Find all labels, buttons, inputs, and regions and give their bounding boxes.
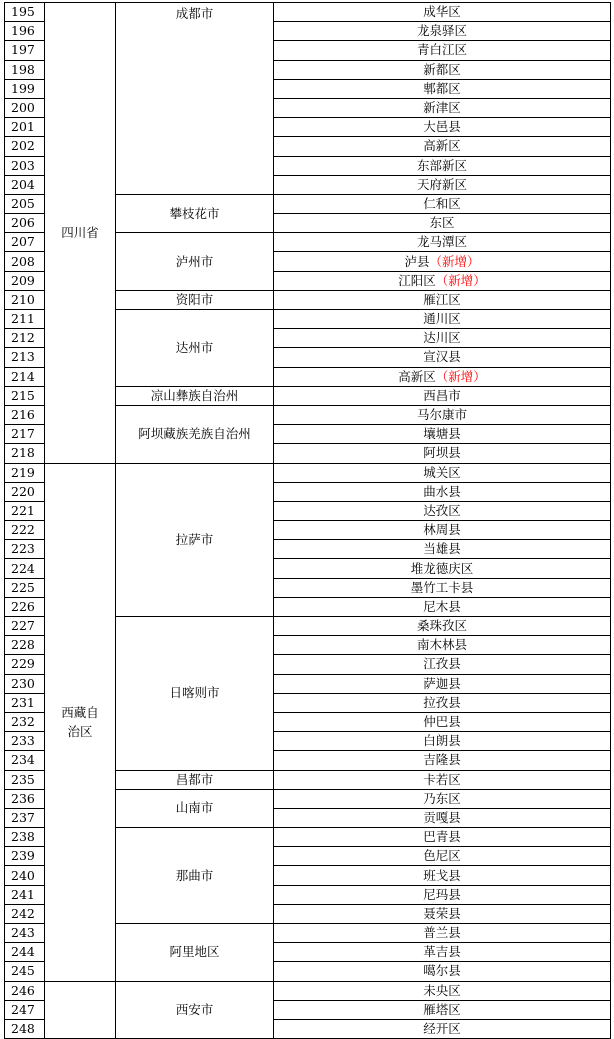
city-name: 凉山彝族自治州 [116, 386, 274, 405]
row-number: 208 [5, 252, 45, 271]
district-cell [274, 118, 611, 137]
row-number: 245 [5, 962, 45, 981]
district-name: 雁江区 [423, 291, 461, 307]
city-name: 西安市 [116, 981, 274, 1039]
row-number: 203 [5, 156, 45, 175]
row-number: 243 [5, 924, 45, 943]
city-name: 那曲市 [116, 828, 274, 924]
region-table-body [5, 3, 611, 1039]
district-name: 马尔康市 [416, 407, 467, 423]
row-number: 228 [5, 636, 45, 655]
province-cell [45, 3, 116, 464]
city-name: 泸州市 [116, 233, 274, 291]
district-name: 班戈县 [423, 867, 461, 883]
district-name: 仁和区 [423, 195, 461, 211]
district-cell [274, 693, 611, 712]
district-cell [274, 79, 611, 98]
district-cell [274, 1000, 611, 1019]
row-number: 214 [5, 367, 45, 386]
district-cell [274, 981, 611, 1000]
row-number: 233 [5, 732, 45, 751]
district-name: 江孜县 [423, 656, 461, 672]
city-name: 山南市 [116, 789, 274, 827]
district-name: 卡若区 [423, 771, 461, 787]
region-table [4, 2, 611, 1039]
row-number: 205 [5, 194, 45, 213]
row-number: 220 [5, 482, 45, 501]
city-name: 攀枝花市 [116, 194, 274, 232]
district-name: 曲水县 [423, 483, 461, 499]
row-number: 247 [5, 1000, 45, 1019]
district-name: 通川区 [423, 311, 461, 327]
district-cell [274, 501, 611, 520]
district-cell [274, 444, 611, 463]
district-cell [274, 521, 611, 540]
district-cell [274, 1019, 611, 1038]
district-name: 东区 [429, 215, 455, 231]
district-cell [274, 271, 611, 290]
district-name: 普兰县 [423, 925, 461, 941]
city-name: 日喀则市 [116, 617, 274, 771]
district-name: 南木林县 [416, 637, 467, 653]
district-cell [274, 386, 611, 405]
row-number: 197 [5, 41, 45, 60]
district-cell [274, 540, 611, 559]
row-number: 225 [5, 578, 45, 597]
district-cell [274, 655, 611, 674]
district-cell [274, 290, 611, 309]
district-name: 高新区 [423, 138, 461, 154]
district-cell [274, 60, 611, 79]
district-cell [274, 866, 611, 885]
district-name: 萨迦县 [423, 675, 461, 691]
district-name: 达孜区 [423, 502, 461, 518]
row-number: 199 [5, 79, 45, 98]
new-badge: （新增） [429, 253, 480, 269]
district-cell [274, 348, 611, 367]
district-cell [274, 885, 611, 904]
row-number: 248 [5, 1019, 45, 1038]
district-cell [274, 137, 611, 156]
district-cell [274, 175, 611, 194]
district-cell [274, 367, 611, 386]
city-name: 阿里地区 [116, 924, 274, 982]
row-number: 223 [5, 540, 45, 559]
district-cell [274, 751, 611, 770]
district-name: 色尼区 [423, 848, 461, 864]
row-number: 236 [5, 789, 45, 808]
row-number: 218 [5, 444, 45, 463]
row-number: 234 [5, 751, 45, 770]
district-name: 大邑县 [423, 119, 461, 135]
row-number: 198 [5, 60, 45, 79]
district-cell [274, 405, 611, 424]
district-name: 白朗县 [423, 733, 461, 749]
row-number: 210 [5, 290, 45, 309]
district-name: 郫都区 [423, 80, 461, 96]
row-number: 230 [5, 674, 45, 693]
district-name: 天府新区 [416, 176, 467, 192]
district-cell [274, 463, 611, 482]
district-cell [274, 310, 611, 329]
district-cell [274, 578, 611, 597]
row-number: 224 [5, 559, 45, 578]
district-cell [274, 924, 611, 943]
district-name: 新都区 [423, 61, 461, 77]
district-cell [274, 559, 611, 578]
district-cell [274, 98, 611, 117]
district-cell [274, 22, 611, 41]
province-cell [45, 463, 116, 981]
row-number: 235 [5, 770, 45, 789]
district-name: 雁塔区 [423, 1001, 461, 1017]
district-cell [274, 233, 611, 252]
city-name: 资阳市 [116, 290, 274, 309]
row-number: 241 [5, 885, 45, 904]
table-row [5, 463, 611, 482]
row-number: 240 [5, 866, 45, 885]
row-number: 219 [5, 463, 45, 482]
row-number: 209 [5, 271, 45, 290]
district-name: 达川区 [423, 330, 461, 346]
city-name: 阿坝藏族羌族自治州 [116, 405, 274, 463]
row-number: 222 [5, 521, 45, 540]
district-name: 龙泉驿区 [416, 23, 467, 39]
row-number: 211 [5, 310, 45, 329]
district-name: 壤塘县 [423, 426, 461, 442]
district-name: 桑珠孜区 [416, 618, 467, 634]
city-name: 成都市 [116, 3, 274, 195]
district-cell [274, 674, 611, 693]
district-cell [274, 732, 611, 751]
district-name: 尼木县 [423, 598, 461, 614]
row-number: 217 [5, 425, 45, 444]
district-cell [274, 597, 611, 616]
district-cell [274, 789, 611, 808]
district-name: 吉隆县 [423, 752, 461, 768]
province-name: 四川省 [61, 225, 99, 241]
row-number: 195 [5, 3, 45, 22]
row-number: 201 [5, 118, 45, 137]
city-name: 达州市 [116, 310, 274, 387]
district-name: 堆龙德庆区 [410, 560, 474, 576]
district-cell [274, 962, 611, 981]
row-number: 202 [5, 137, 45, 156]
district-cell [274, 482, 611, 501]
row-number: 200 [5, 98, 45, 117]
row-number: 207 [5, 233, 45, 252]
row-number: 232 [5, 712, 45, 731]
district-name: 城关区 [423, 464, 461, 480]
district-name: 仲巴县 [423, 714, 461, 730]
row-number: 226 [5, 597, 45, 616]
table-row [5, 981, 611, 1000]
district-name: 成华区 [423, 4, 461, 20]
district-name: 高新区 [398, 368, 436, 384]
district-name: 尼玛县 [423, 886, 461, 902]
district-name: 青白江区 [416, 42, 467, 58]
district-name: 林周县 [423, 522, 461, 538]
new-badge: （新增） [435, 272, 486, 288]
row-number: 231 [5, 693, 45, 712]
district-cell [274, 41, 611, 60]
row-number: 242 [5, 904, 45, 923]
province-cell [45, 981, 116, 1039]
new-badge: （新增） [435, 368, 486, 384]
row-number: 239 [5, 847, 45, 866]
row-number: 213 [5, 348, 45, 367]
district-cell [274, 943, 611, 962]
district-name: 经开区 [423, 1021, 461, 1037]
row-number: 221 [5, 501, 45, 520]
district-cell [274, 828, 611, 847]
table-row [5, 3, 611, 22]
district-name: 巴青县 [423, 829, 461, 845]
district-name: 龙马潭区 [416, 234, 467, 250]
district-name: 新津区 [423, 100, 461, 116]
district-cell [274, 770, 611, 789]
row-number: 212 [5, 329, 45, 348]
row-number: 244 [5, 943, 45, 962]
district-cell [274, 617, 611, 636]
district-name: 东部新区 [416, 157, 467, 173]
province-name: 西藏自治区 [61, 705, 99, 740]
district-name: 噶尔县 [423, 963, 461, 979]
district-cell [274, 156, 611, 175]
district-name: 江阳区 [398, 272, 436, 288]
district-cell [274, 712, 611, 731]
city-name: 昌都市 [116, 770, 274, 789]
district-cell [274, 329, 611, 348]
district-cell [274, 252, 611, 271]
city-name: 拉萨市 [116, 463, 274, 617]
district-name: 墨竹工卡县 [410, 579, 474, 595]
district-name: 泸县 [404, 253, 430, 269]
row-number: 215 [5, 386, 45, 405]
district-cell [274, 425, 611, 444]
row-number: 237 [5, 808, 45, 827]
district-cell [274, 3, 611, 22]
row-number: 196 [5, 22, 45, 41]
row-number: 229 [5, 655, 45, 674]
row-number: 206 [5, 214, 45, 233]
district-name: 当雄县 [423, 541, 461, 557]
row-number: 246 [5, 981, 45, 1000]
district-name: 乃东区 [423, 790, 461, 806]
district-name: 拉孜县 [423, 694, 461, 710]
district-cell [274, 847, 611, 866]
district-name: 贡嘎县 [423, 809, 461, 825]
district-cell [274, 904, 611, 923]
row-number: 204 [5, 175, 45, 194]
district-name: 阿坝县 [423, 445, 461, 461]
district-cell [274, 214, 611, 233]
district-cell [274, 808, 611, 827]
district-name: 宣汉县 [423, 349, 461, 365]
district-name: 未央区 [423, 982, 461, 998]
district-cell [274, 194, 611, 213]
row-number: 227 [5, 617, 45, 636]
district-name: 西昌市 [423, 387, 461, 403]
district-name: 革吉县 [423, 944, 461, 960]
district-cell [274, 636, 611, 655]
row-number: 216 [5, 405, 45, 424]
row-number: 238 [5, 828, 45, 847]
district-name: 聂荣县 [423, 905, 461, 921]
